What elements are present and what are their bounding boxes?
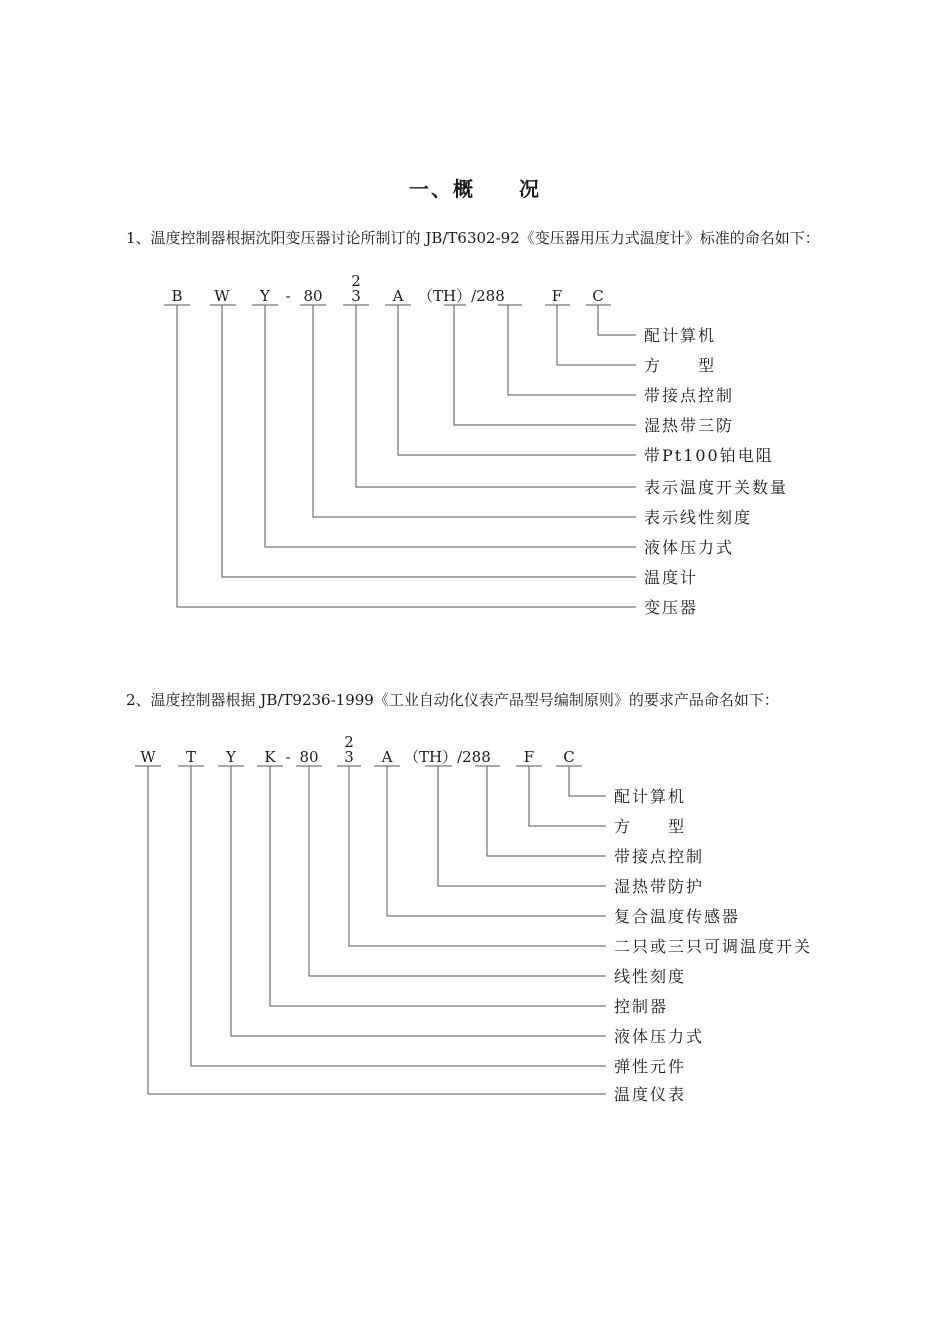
- paragraph-2: 2、温度控制器根据 JB/T9236-1999《工业自动化仪表产品型号编制原则》的要求产品命名如下：: [126, 691, 779, 709]
- leader-lines: [177, 305, 636, 607]
- label-liquid-pressure: 液体压力式: [644, 538, 735, 557]
- paragraph-1: 1、温度控制器根据沈阳变压器讨论所制订的 JB/T6302-92《变压器用压力式温度计》标准的命名如下：: [126, 229, 820, 247]
- label-switch-count: 表示温度开关数量: [644, 478, 789, 497]
- diagram-2-svg: [0, 733, 950, 1121]
- label-liquid-pressure: 液体压力式: [614, 1027, 705, 1046]
- leader-lines: [148, 766, 606, 1094]
- code-th-288: （TH）/288: [418, 287, 505, 305]
- naming-diagram-1: [0, 272, 950, 640]
- label-adjustable-switches: 二只或三只可调温度开关: [614, 937, 813, 956]
- code-number-80: 80: [299, 748, 319, 766]
- code-letter-w: W: [140, 748, 156, 766]
- code-number-3: 3: [344, 748, 354, 766]
- label-transformer: 变压器: [644, 598, 699, 617]
- label-computer: 配计算机: [644, 326, 717, 345]
- code-th-288: （TH）/288: [404, 748, 491, 766]
- code-letter-b: B: [171, 287, 183, 305]
- code-letter-a: A: [381, 748, 393, 766]
- label-linear-scale: 表示线性刻度: [644, 508, 753, 527]
- label-linear-scale: 线性刻度: [614, 967, 687, 986]
- label-composite-sensor: 复合温度传感器: [614, 907, 741, 926]
- code-letter-f: F: [551, 287, 563, 305]
- label-controller: 控制器: [614, 997, 669, 1016]
- code-number-3: 3: [351, 287, 361, 305]
- code-number-2: 2: [344, 733, 354, 751]
- section-title: 一、概 况: [409, 177, 541, 201]
- label-tropical-proof: 湿热带三防: [644, 416, 735, 435]
- naming-diagram-2: [0, 733, 950, 1104]
- diagram-1-svg: [0, 272, 950, 640]
- label-thermometer: 温度计: [644, 568, 699, 587]
- code-letter-f: F: [523, 748, 535, 766]
- code-letter-a: A: [392, 287, 404, 305]
- code-letter-c: C: [563, 748, 575, 766]
- code-letter-k: K: [264, 748, 276, 766]
- label-computer: 配计算机: [614, 787, 687, 806]
- code-letter-y: Y: [226, 748, 236, 766]
- code-letter-t: T: [185, 748, 197, 766]
- code-number-2: 2: [351, 272, 361, 290]
- code-letter-y: Y: [260, 287, 270, 305]
- code-letter-c: C: [592, 287, 604, 305]
- code-dash: -: [285, 287, 291, 305]
- code-letter-w: W: [214, 287, 230, 305]
- code-dash: -: [285, 748, 291, 766]
- label-contact-control: 带接点控制: [644, 386, 735, 405]
- label-square-type: 方 型: [614, 817, 687, 836]
- label-contact-control: 带接点控制: [614, 847, 705, 866]
- label-elastic-element: 弹性元件: [614, 1057, 687, 1076]
- label-pt100: 带Pt100铂电阻: [644, 446, 774, 465]
- label-temperature-instrument: 温度仪表: [614, 1085, 687, 1104]
- label-square-type: 方 型: [644, 356, 717, 375]
- code-number-80: 80: [303, 287, 323, 305]
- label-tropical-protection: 湿热带防护: [614, 877, 705, 896]
